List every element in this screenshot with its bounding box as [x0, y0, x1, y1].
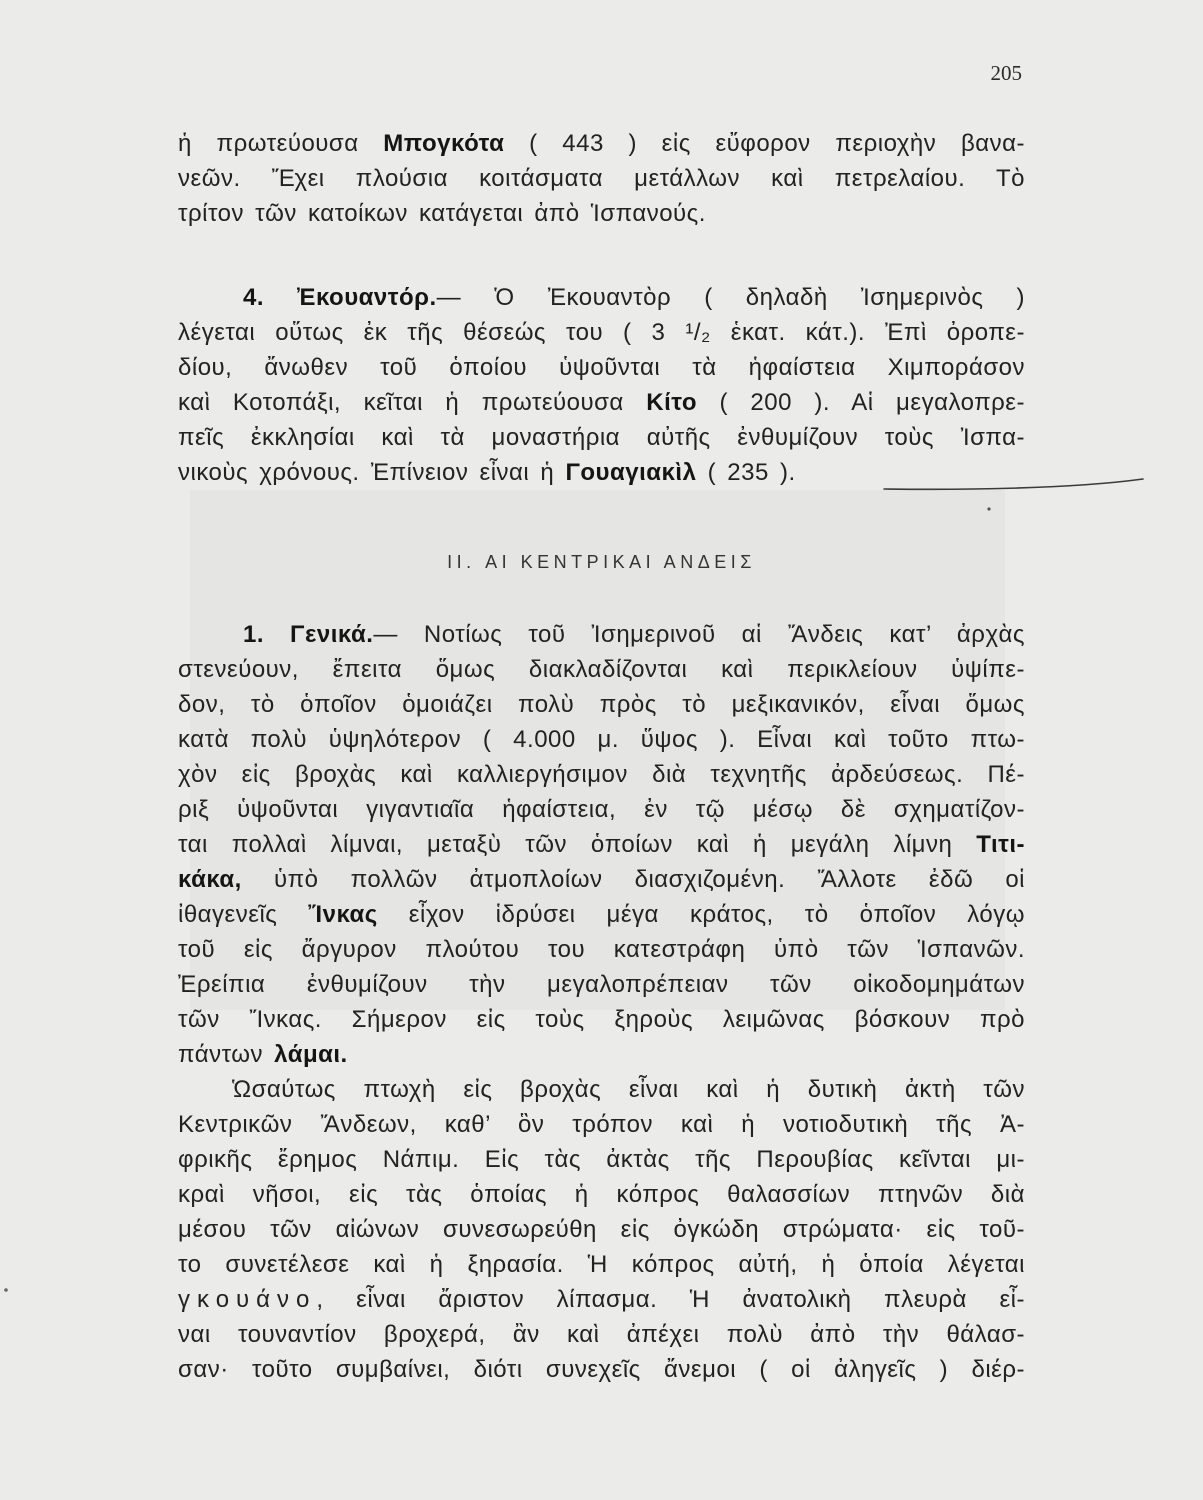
text-line — [178, 161, 1025, 196]
text-line — [178, 1037, 1025, 1072]
page-number: 205 — [990, 61, 1022, 85]
text-line — [178, 1317, 1025, 1352]
text-line — [178, 687, 1025, 722]
text-line — [178, 1002, 1025, 1037]
text-run: Κεντρικῶν Ἄνδεων, καθ’ ὃν τρόπον καὶ ἡ νοτιοδυτικὴ τῆς Ἀ- — [178, 1111, 1025, 1138]
text-run: λέγεται οὕτως ἐκ τῆς θέσεώς του ( 3 ¹/₂ ἑκατ. κάτ.). Ἐπὶ ὀροπε- — [178, 319, 1025, 346]
text-run: ( 443 ) εἰς εὔφορον περιοχὴν βανα- — [504, 130, 1025, 157]
text-line — [178, 280, 1025, 315]
text-line — [178, 1212, 1025, 1247]
text-line — [178, 897, 1025, 932]
bold-term-incas: Ἴνκας — [308, 901, 378, 928]
text-run: σαν· τοῦτο συμβαίνει, διότι συνεχεῖς ἄνεμοι ( οἱ ἀληγεῖς ) διέρ- — [178, 1356, 1025, 1383]
text-line — [178, 126, 1025, 161]
bold-term-llamas: λάμαι. — [274, 1041, 348, 1068]
text-line — [178, 1142, 1025, 1177]
text-line — [178, 967, 1025, 1002]
section-ecuador — [178, 280, 1025, 490]
text-run: ( 235 ). — [696, 459, 796, 486]
text-run: ται πολλαὶ λίμναι, μεταξὺ τῶν ὁποίων καὶ ἡ μεγάλη λίμνη — [178, 831, 977, 858]
text-run: Ὡσαύτως πτωχὴ εἰς βροχὰς εἶναι καὶ ἡ δυτικὴ ἀκτὴ τῶν — [232, 1076, 1025, 1103]
text-line — [178, 455, 1025, 490]
bold-term-bogota: Μπογκότα — [383, 130, 505, 157]
text-run: — Νοτίως τοῦ Ἰσημερινοῦ αἱ Ἄνδεις κατ’ ἀρχὰς — [373, 621, 1025, 648]
text-run: καὶ Κοτοπάξι, κεῖται ἡ πρωτεύουσα — [178, 389, 647, 416]
text-line — [178, 722, 1025, 757]
section-general — [178, 617, 1025, 1387]
text-run: μέσου τῶν αἰώνων συνεσωρεύθη εἰς ὀγκώδη στρώματα· εἰς τοῦ- — [178, 1216, 1025, 1243]
text-line — [178, 652, 1025, 687]
section-heading: II. ΑΙ ΚΕΝΤΡΙΚΑΙ ΑΝΔΕΙΣ — [447, 552, 756, 572]
text-run: φρικῆς ἔρημος Νάπιμ. Εἰς τὰς ἀκτὰς τῆς Περουβίας κεῖνται μι- — [178, 1146, 1025, 1173]
text-run: ὑπὸ πολλῶν ἀτμοπλοίων διασχιζομένη. Ἄλλοτε ἐδῶ οἱ — [241, 866, 1025, 893]
text-line — [178, 1282, 1025, 1317]
ink-dot — [4, 1288, 8, 1292]
subsection-title-ecuador: 4. Ἐκουαντόρ. — [243, 284, 437, 311]
paragraph-colombia-end — [178, 126, 1025, 231]
text-line — [178, 757, 1025, 792]
subsection-title-general: 1. Γενικά. — [243, 621, 374, 648]
bold-term-guayaquil: Γουαγιακὶλ — [565, 459, 697, 486]
text-run: ναι τουναντίον βροχερά, ἂν καὶ ἀπέχει πολὺ ἀπὸ τὴν θάλασ- — [178, 1321, 1025, 1348]
text-line — [178, 1177, 1025, 1212]
text-run: νικοὺς χρόνους. Ἐπίνειον εἶναι ἡ — [178, 459, 566, 486]
text-line — [178, 862, 1025, 897]
spaced-term-guano: γκουάνο — [178, 1286, 317, 1313]
text-run: κατὰ πολὺ ὑψηλότερον ( 4.000 μ. ὕψος ). Εἶναι καὶ τοῦτο πτω- — [178, 726, 1025, 753]
text-run: ἡ πρωτεύουσα — [178, 130, 384, 157]
text-line — [178, 1247, 1025, 1282]
text-run: εἶχον ἱδρύσει μέγα κράτος, τὸ ὁποῖον λόγῳ — [377, 901, 1025, 928]
text-run: δίου, ἄνωθεν τοῦ ὁποίου ὑψοῦνται τὰ ἡφαίστεια Χιμποράσον — [178, 354, 1025, 381]
text-run: πεῖς ἐκκλησίαι καὶ τὰ μοναστήρια αὐτῆς ἐνθυμίζουν τοὺς Ἰσπα- — [178, 424, 1025, 451]
text-run: — Ὁ Ἐκουαντὸρ ( δηλαδὴ Ἰσημερινὸς ) — [436, 284, 1025, 311]
text-run: ἰθαγενεῖς — [178, 901, 309, 928]
text-line — [178, 315, 1025, 350]
text-line — [178, 1107, 1025, 1142]
text-run: τρίτον τῶν κατοίκων κατάγεται ἀπὸ Ἱσπανούς. — [178, 200, 706, 227]
text-line — [178, 1352, 1025, 1387]
text-line — [178, 827, 1025, 862]
bold-term-titicaca-part1: Τιτι- — [976, 831, 1025, 858]
text-line — [178, 792, 1025, 827]
text-run: νεῶν. Ἔχει πλούσια κοιτάσματα μετάλλων καὶ πετρελαίου. Τὸ — [178, 165, 1025, 192]
text-run: δον, τὸ ὁποῖον ὁμοιάζει πολὺ πρὸς τὸ μεξικανικόν, εἶναι ὅμως — [178, 691, 1025, 718]
text-run: το συνετέλεσε καὶ ἡ ξηρασία. Ἡ κόπρος αὐτή, ἡ ὁποία λέγεται — [178, 1251, 1025, 1278]
text-run: τοῦ εἰς ἄργυρον πλούτου του κατεστράφη ὑπὸ τῶν Ἱσπανῶν. — [178, 936, 1025, 963]
text-run: τῶν Ἴνκας. Σήμερον εἰς τοὺς ξηροὺς λειμῶνας βόσκουν πρὸ — [178, 1006, 1025, 1033]
text-run: κραὶ νῆσοι, εἰς τὰς ὁποίας ἡ κόπρος θαλασσίων πτηνῶν διὰ — [178, 1181, 1025, 1208]
text-line — [178, 1072, 1025, 1107]
bold-term-quito: Κίτο — [646, 389, 697, 416]
text-run: ( 200 ). Αἱ μεγαλοπρε- — [696, 389, 1026, 416]
bold-term-titicaca-part2: κάκα, — [178, 866, 242, 893]
text-run: χὸν εἰς βροχὰς καὶ καλλιεργήσιμον διὰ τεχνητῆς ἀρδεύσεως. Πέ- — [178, 761, 1025, 788]
text-line — [178, 617, 1025, 652]
text-run: ριξ ὑψοῦνται γιγαντιαῖα ἡφαίστεια, ἐν τῷ μέσῳ δὲ σχηματίζον- — [178, 796, 1025, 823]
text-line — [178, 196, 1025, 231]
text-run: πάντων — [178, 1041, 275, 1068]
text-run: στενεύουν, ἔπειτα ὅμως διακλαδίζονται καὶ περικλείουν ὑψίπε- — [178, 656, 1025, 683]
text-run: Ἐρείπια ἐνθυμίζουν τὴν μεγαλοπρέπειαν τῶν οἰκοδομημάτων — [178, 971, 1025, 998]
text-run: , εἶναι ἄριστον λίπασμα. Ἡ ἀνατολικὴ πλευρὰ εἶ- — [316, 1286, 1025, 1313]
text-line — [178, 420, 1025, 455]
text-line — [178, 385, 1025, 420]
text-line — [178, 932, 1025, 967]
text-line — [178, 350, 1025, 385]
